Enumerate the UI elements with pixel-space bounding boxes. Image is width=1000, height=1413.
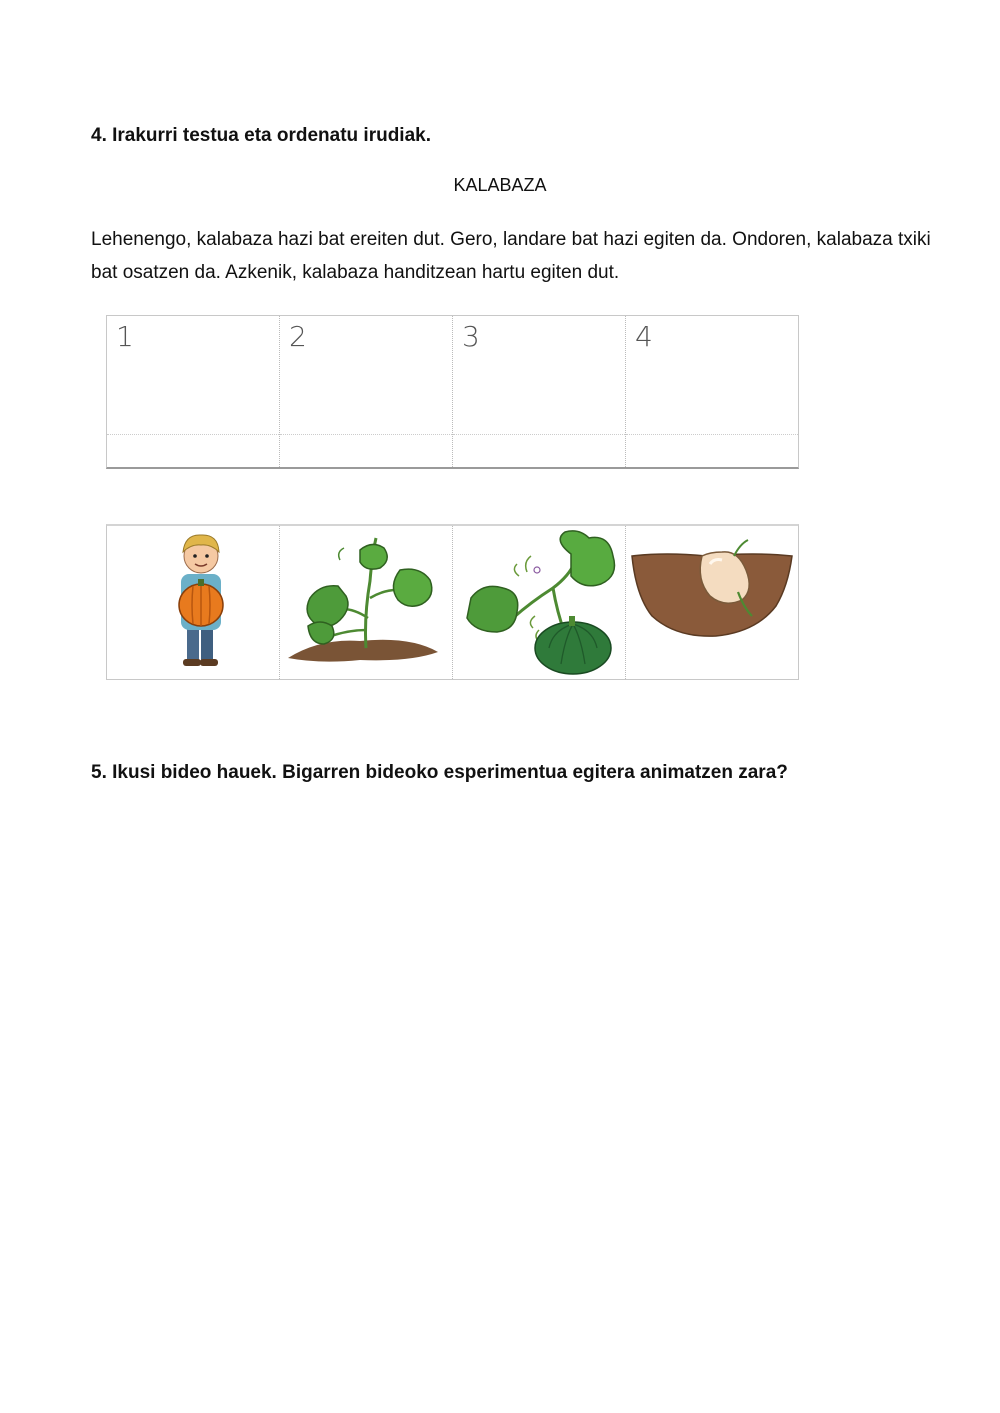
pumpkin-vine-icon [453,526,625,679]
slot-number: 4 [635,320,653,353]
slot-number: 1 [116,320,134,353]
picture-grid [106,524,799,680]
picture-card-vine-pumpkin[interactable] [453,526,626,679]
answer-slot-3[interactable] [453,316,626,467]
picture-card-seedling[interactable] [280,526,453,679]
picture-card-seed[interactable] [626,526,798,679]
picture-card-child-pumpkin[interactable] [107,526,280,679]
slot-number: 3 [462,320,480,353]
story-text: Lehenengo, kalabaza hazi bat ereiten dut. Gero, landare bat hazi egiten da. Ondoren, kalabaza txiki bat osatzen da. Azkenik, kalabaza handitzean hartu egiten dut. [91,229,931,283]
answer-slot-4[interactable] [626,316,798,467]
answer-grid [106,315,799,469]
slot-number: 2 [289,320,307,353]
answer-slot-2[interactable] [280,316,453,467]
story-title: KALABAZA [453,175,547,195]
answer-slot-1[interactable] [107,316,280,467]
seedling-plant-icon [280,526,452,679]
exercise-5-title: 5. Ikusi bideo hauek. Bigarren bideoko esperimentua egitera animatzen zara? [91,762,788,783]
child-holding-pumpkin-icon [107,526,279,679]
seed-in-soil-icon [626,526,798,679]
exercise-4-title: 4. Irakurri testua eta ordenatu irudiak. [91,125,431,146]
